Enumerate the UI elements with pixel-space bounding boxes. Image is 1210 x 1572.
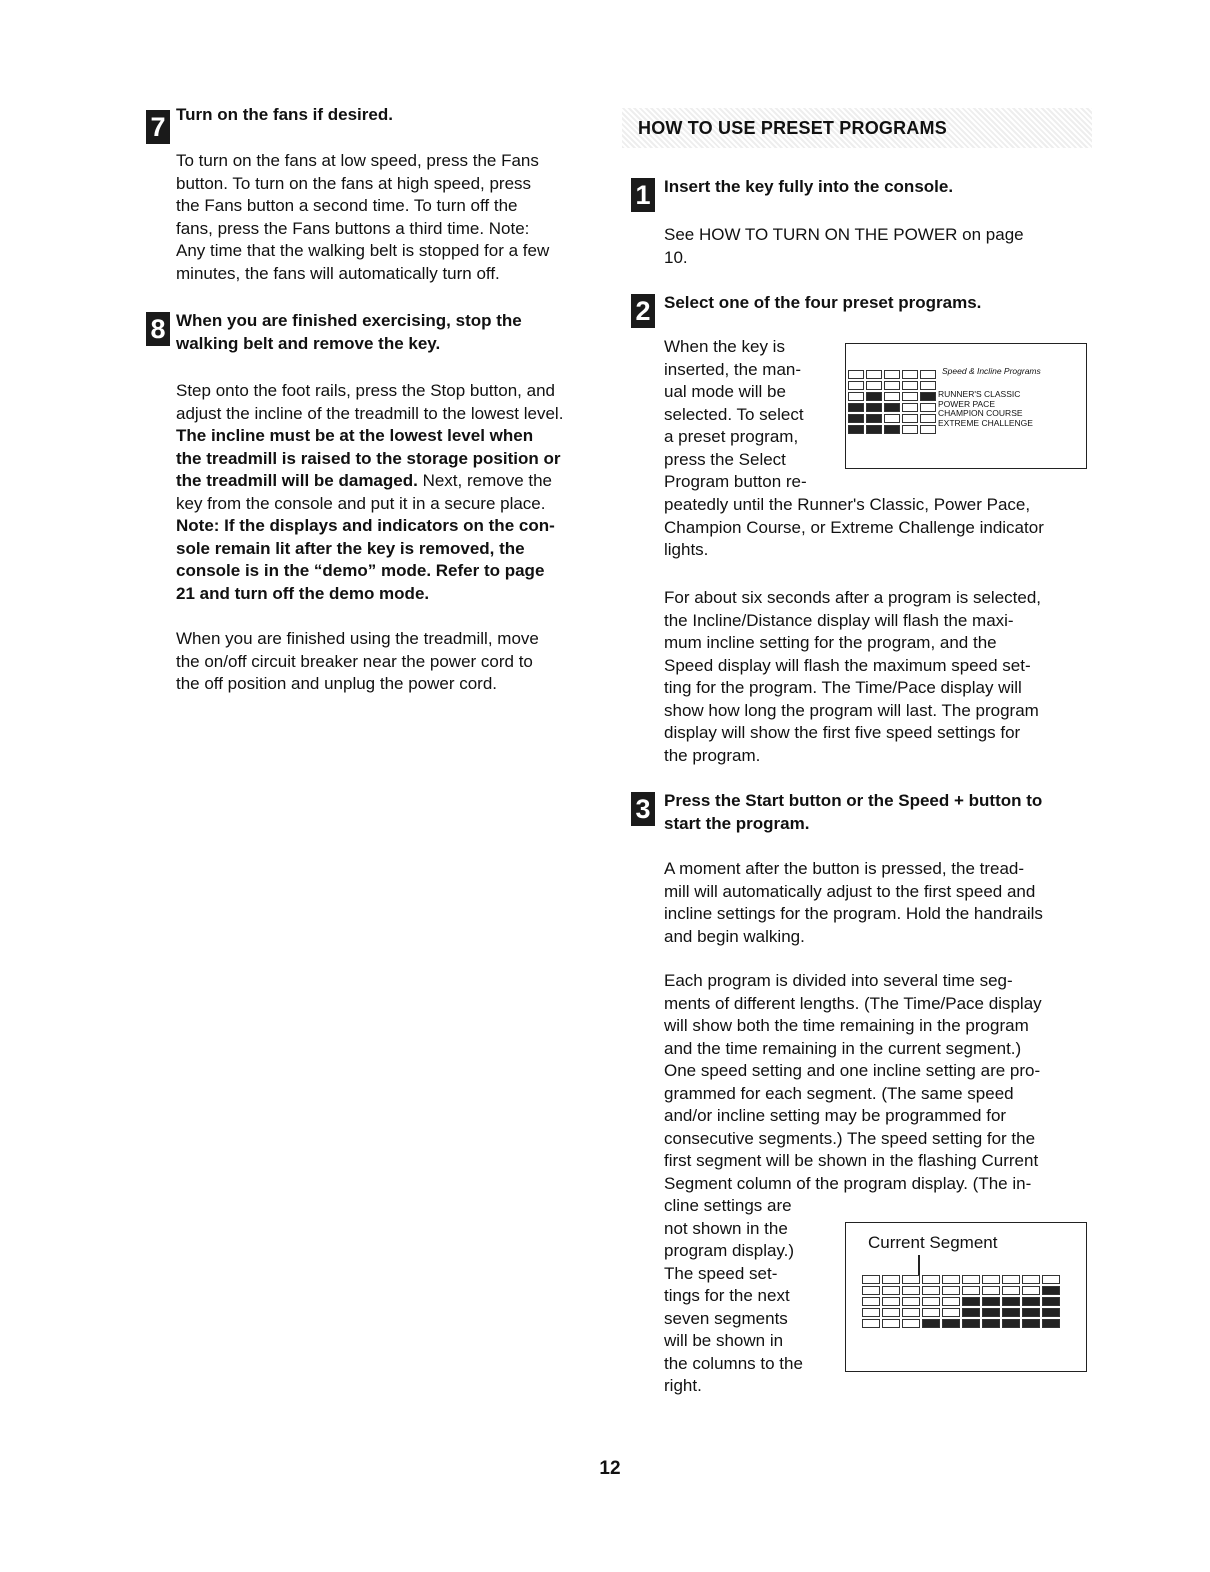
text-line: A moment after the button is pressed, the tread- (664, 859, 1025, 878)
text-line: tings for the next (664, 1286, 790, 1305)
led-cell (902, 414, 918, 423)
led-cell (866, 370, 882, 379)
step-2-continued-text (664, 494, 1094, 562)
led-cell (902, 403, 918, 412)
led-cell (866, 425, 882, 434)
led-cell (1022, 1308, 1040, 1317)
program-power-pace: POWER PACE (938, 398, 995, 409)
step-2-number: 2 (631, 294, 655, 328)
text-line: key from the console and put it in a secure place. (176, 493, 546, 513)
led-cell (902, 370, 918, 379)
led-cell (1042, 1319, 1060, 1328)
step-8-paragraph-1 (176, 380, 606, 605)
led-cell (982, 1308, 1000, 1317)
text-line: seven segments (664, 1308, 788, 1328)
led-cell (882, 1319, 900, 1328)
led-cell (942, 1275, 960, 1284)
text-line: the on/off circuit breaker near the power cord to (176, 651, 533, 671)
text-line: the columns to the (664, 1353, 803, 1373)
led-cell (884, 370, 900, 379)
program-runners-classic: RUNNER'S CLASSIC (938, 389, 1021, 399)
text-line: the treadmill will be damaged. Next, remove the (176, 471, 553, 490)
text-line: Step onto the foot rails, press the Stop button, and (176, 381, 555, 400)
led-cell (902, 425, 918, 434)
text-line: the treadmill is raised to the storage position or (176, 448, 561, 468)
led-cell (1042, 1275, 1060, 1284)
text-line: lights. (664, 540, 709, 559)
text-line: fans, press the Fans buttons a third time. Note: (176, 218, 530, 238)
led-cell (942, 1286, 960, 1295)
led-cell (920, 392, 936, 401)
led-cell (962, 1275, 980, 1284)
step-3-number: 3 (631, 792, 655, 826)
text-line: and the time remaining in the current segment.) (664, 1038, 1022, 1058)
led-cell (920, 414, 936, 423)
led-cell (848, 414, 864, 423)
step-2-paragraph-2 (664, 587, 1094, 767)
current-segment-pointer (918, 1255, 920, 1275)
led-cell (902, 1308, 920, 1317)
step-1-number: 1 (631, 178, 655, 212)
led-cell (1022, 1319, 1040, 1328)
led-cell (942, 1319, 960, 1328)
led-cell (882, 1286, 900, 1295)
led-cell (866, 403, 882, 412)
text-line: ual mode will be (664, 382, 786, 401)
text-line: Speed display will flash the maximum speed set- (664, 655, 1031, 675)
program-led-grid (848, 370, 936, 434)
step-2-wrap-text (664, 336, 844, 494)
text-line: not shown in the (664, 1218, 788, 1238)
led-cell (866, 392, 882, 401)
text-line: walking belt and remove the key. (176, 333, 441, 353)
text-line: 21 and turn off the demo mode. (176, 583, 430, 603)
led-cell (884, 414, 900, 423)
led-cell (920, 381, 936, 390)
led-cell (942, 1308, 960, 1317)
led-cell (902, 1275, 920, 1284)
text-line: and begin walking. (664, 926, 805, 946)
text-line: One speed setting and one incline setting are pro- (664, 1061, 1041, 1080)
step-8-number: 8 (146, 312, 170, 346)
led-cell (862, 1297, 880, 1306)
led-cell (902, 1319, 920, 1328)
text-line: cline settings are (664, 1196, 792, 1215)
text-line: When the key is (664, 337, 785, 356)
led-cell (982, 1286, 1000, 1295)
text-line: 10. (664, 247, 688, 267)
text-line: Any time that the walking belt is stopped for a few (176, 241, 550, 260)
program-extreme-challenge: EXTREME CHALLENGE (938, 417, 1033, 428)
step-2-heading: Select one of the four preset programs. (664, 293, 982, 312)
led-cell (1002, 1319, 1020, 1328)
step-3-heading (664, 790, 1042, 835)
text-line: mum incline setting for the program, and the (664, 633, 997, 652)
led-cell (922, 1286, 940, 1295)
text-line: ting for the program. The Time/Pace display will (664, 678, 1022, 697)
step-7-heading: Turn on the fans if desired. (176, 105, 393, 124)
text-line: the Fans button a second time. To turn off the (176, 196, 518, 215)
led-cell (922, 1308, 940, 1317)
led-cell (882, 1297, 900, 1306)
led-cell (920, 425, 936, 434)
current-segment-label: Current Segment (868, 1233, 998, 1252)
text-line: adjust the incline of the treadmill to the lowest level. (176, 403, 564, 423)
text-line: the Incline/Distance display will flash the maxi- (664, 610, 1014, 630)
section-banner (622, 108, 1092, 148)
step-7-number: 7 (146, 110, 170, 144)
led-cell (884, 381, 900, 390)
text-line: the off position and unplug the power cord. (176, 674, 498, 693)
text-line: Press the Start button or the Speed + button to (664, 791, 1043, 810)
led-cell (862, 1275, 880, 1284)
program-champion-course: CHAMPION COURSE (938, 408, 1023, 418)
step-3-paragraph-1 (664, 858, 1094, 948)
led-cell (902, 392, 918, 401)
section-title: HOW TO USE PRESET PROGRAMS (638, 118, 947, 138)
led-cell (902, 381, 918, 390)
text-line: program display.) (664, 1241, 795, 1260)
text-line: mill will automatically adjust to the first speed and (664, 881, 1036, 901)
segment-display-figure (845, 1222, 1087, 1372)
led-cell (848, 425, 864, 434)
text-line: press the Select (664, 449, 786, 469)
led-cell (1022, 1297, 1040, 1306)
text-line: console is in the “demo” mode. Refer to page (176, 561, 545, 580)
program-display-figure (845, 343, 1087, 469)
text-line: Segment column of the program display. (The in- (664, 1173, 1032, 1193)
led-cell (884, 392, 900, 401)
led-cell (962, 1308, 980, 1317)
text-line: a preset program, (664, 427, 799, 446)
text-line: consecutive segments.) The speed setting for the (664, 1128, 1036, 1148)
step-7-body (176, 150, 606, 285)
text-line: When you are finished exercising, stop the (176, 311, 522, 330)
led-cell (862, 1286, 880, 1295)
led-cell (962, 1297, 980, 1306)
led-cell (862, 1308, 880, 1317)
text-line: start the program. (664, 813, 810, 833)
led-cell (922, 1275, 940, 1284)
text-line: first segment will be shown in the flashing Current (664, 1151, 1039, 1170)
text-line: the program. (664, 745, 761, 765)
led-cell (1042, 1286, 1060, 1295)
text-line: To turn on the fans at low speed, press the Fans (176, 151, 539, 170)
text-line: selected. To select (664, 404, 804, 424)
led-cell (982, 1297, 1000, 1306)
text-line: show how long the program will last. The program (664, 700, 1039, 720)
led-cell (920, 403, 936, 412)
led-cell (882, 1308, 900, 1317)
text-line: will be shown in (664, 1331, 784, 1350)
text-line: Each program is divided into several time seg- (664, 971, 1013, 990)
led-cell (862, 1319, 880, 1328)
led-cell (1002, 1297, 1020, 1306)
programs-title: Speed & Incline Programs (942, 366, 1041, 376)
step-8-paragraph-2 (176, 628, 606, 696)
led-cell (962, 1286, 980, 1295)
led-cell (920, 370, 936, 379)
text-line: incline settings for the program. Hold the handrails (664, 904, 1043, 923)
led-cell (902, 1286, 920, 1295)
text-line: For about six seconds after a program is selected, (664, 588, 1042, 607)
text-line: peatedly until the Runner's Classic, Power Pace, (664, 495, 1031, 514)
text-line: display will show the first five speed settings for (664, 723, 1021, 742)
text-line: Program button re- (664, 472, 807, 491)
text-line: right. (664, 1376, 702, 1395)
led-cell (884, 425, 900, 434)
led-cell (1022, 1286, 1040, 1295)
led-cell (848, 370, 864, 379)
text-line: Note: If the displays and indicators on the con- (176, 516, 555, 535)
led-cell (1002, 1286, 1020, 1295)
led-cell (848, 392, 864, 401)
text-line: Champion Course, or Extreme Challenge indicator (664, 517, 1044, 537)
led-cell (942, 1297, 960, 1306)
led-cell (866, 381, 882, 390)
led-cell (982, 1275, 1000, 1284)
led-cell (902, 1297, 920, 1306)
led-cell (922, 1319, 940, 1328)
text-line: sole remain lit after the key is removed, the (176, 538, 525, 558)
text-line: will show both the time remaining in the program (664, 1016, 1029, 1035)
text-line: minutes, the fans will automatically turn off. (176, 263, 500, 283)
led-cell (1002, 1275, 1020, 1284)
text-line: The incline must be at the lowest level when (176, 426, 534, 445)
led-cell (1002, 1308, 1020, 1317)
led-cell (848, 381, 864, 390)
text-line: When you are finished using the treadmill, move (176, 629, 539, 648)
led-cell (922, 1297, 940, 1306)
text-line: grammed for each segment. (The same speed (664, 1083, 1014, 1103)
led-cell (982, 1319, 1000, 1328)
led-cell (962, 1319, 980, 1328)
step-1-body (664, 224, 1094, 269)
led-cell (1042, 1297, 1060, 1306)
program-list (938, 390, 1033, 428)
segment-led-grid (862, 1275, 1060, 1328)
led-cell (1042, 1308, 1060, 1317)
led-cell (884, 403, 900, 412)
text-line: See HOW TO TURN ON THE POWER on page (664, 225, 1024, 244)
led-cell (882, 1275, 900, 1284)
led-cell (866, 414, 882, 423)
step-8-heading (176, 310, 522, 355)
page-number: 12 (599, 1458, 621, 1479)
text-line: and/or incline setting may be programmed for (664, 1106, 1007, 1125)
led-cell (1022, 1275, 1040, 1284)
text-line: button. To turn on the fans at high speed, press (176, 173, 532, 193)
text-line: The speed set- (664, 1263, 778, 1283)
step-1-heading: Insert the key fully into the console. (664, 177, 954, 196)
text-line: inserted, the man- (664, 359, 802, 379)
led-cell (848, 403, 864, 412)
text-line: ments of different lengths. (The Time/Pace display (664, 993, 1042, 1013)
